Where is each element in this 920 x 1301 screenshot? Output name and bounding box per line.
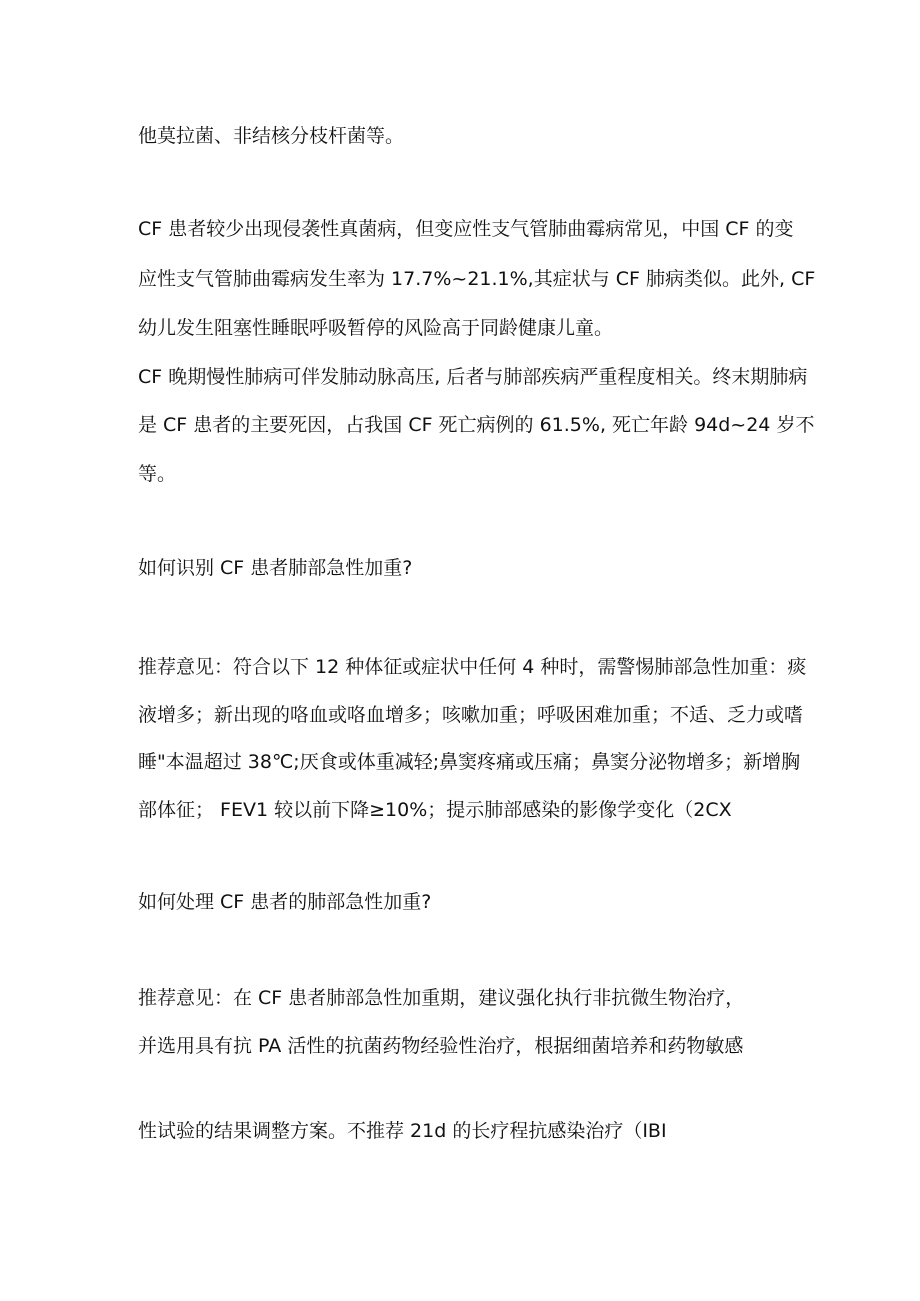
paragraph-4-line-2: 液增多；新出现的咯血或咯血增多；咳嗽加重；呼吸困难加重；不适、乏力或嗜: [138, 704, 804, 726]
paragraph-2-line-2: 应性支气管肺曲霉病发生率为 17.7%~21.1%,其症状与 CF 肺病类似。此外, CF: [138, 268, 816, 290]
paragraph-3-line-1: CF 晚期慢性肺病可伴发肺动脉高压, 后者与肺部疾病严重程度相关。终末期肺病: [138, 366, 808, 388]
paragraph-5-line-1: 推荐意见：在 CF 患者肺部急性加重期，建议强化执行非抗微生物治疗，: [138, 987, 745, 1009]
paragraph-4-line-4: 部体征； FEV1 较以前下降≥10%；提示肺部感染的影像学变化（2CX: [138, 799, 732, 821]
paragraph-2-line-3: 幼儿发生阻塞性睡眠呼吸暂停的风险高于同龄健康儿童。: [138, 317, 614, 339]
paragraph-5-line-2: 并选用具有抗 PA 活性的抗菌药物经验性治疗，根据细菌培养和药物敏感: [138, 1035, 744, 1057]
question-heading-2: 如何处理 CF 患者的肺部急性加重?: [138, 891, 432, 913]
paragraph-4-line-3: 睡"本温超过 38℃;厌食或体重减轻;鼻窦疼痛或压痛；鼻窦分泌物增多；新增胸: [138, 751, 801, 773]
paragraph-3-line-3: 等。: [138, 463, 177, 485]
paragraph-5-line-3: 性试验的结果调整方案。不推荐 21d 的长疗程抗感染治疗（IBI: [138, 1120, 667, 1142]
paragraph-3-line-2: 是 CF 患者的主要死因，占我国 CF 死亡病例的 61.5%, 死亡年龄 94d~24 岁不: [138, 414, 815, 436]
paragraph-2-line-1: CF 患者较少出现侵袭性真菌病，但变应性支气管肺曲霉病常见，中国 CF 的变: [138, 218, 794, 240]
paragraph-1-line-1: 他莫拉菌、非结核分枝杆菌等。: [138, 125, 405, 147]
question-heading-1: 如何识别 CF 患者肺部急性加重?: [138, 557, 413, 579]
paragraph-4-line-1: 推荐意见：符合以下 12 种体征或症状中任何 4 种时，需警惕肺部急性加重：痰: [138, 656, 807, 678]
